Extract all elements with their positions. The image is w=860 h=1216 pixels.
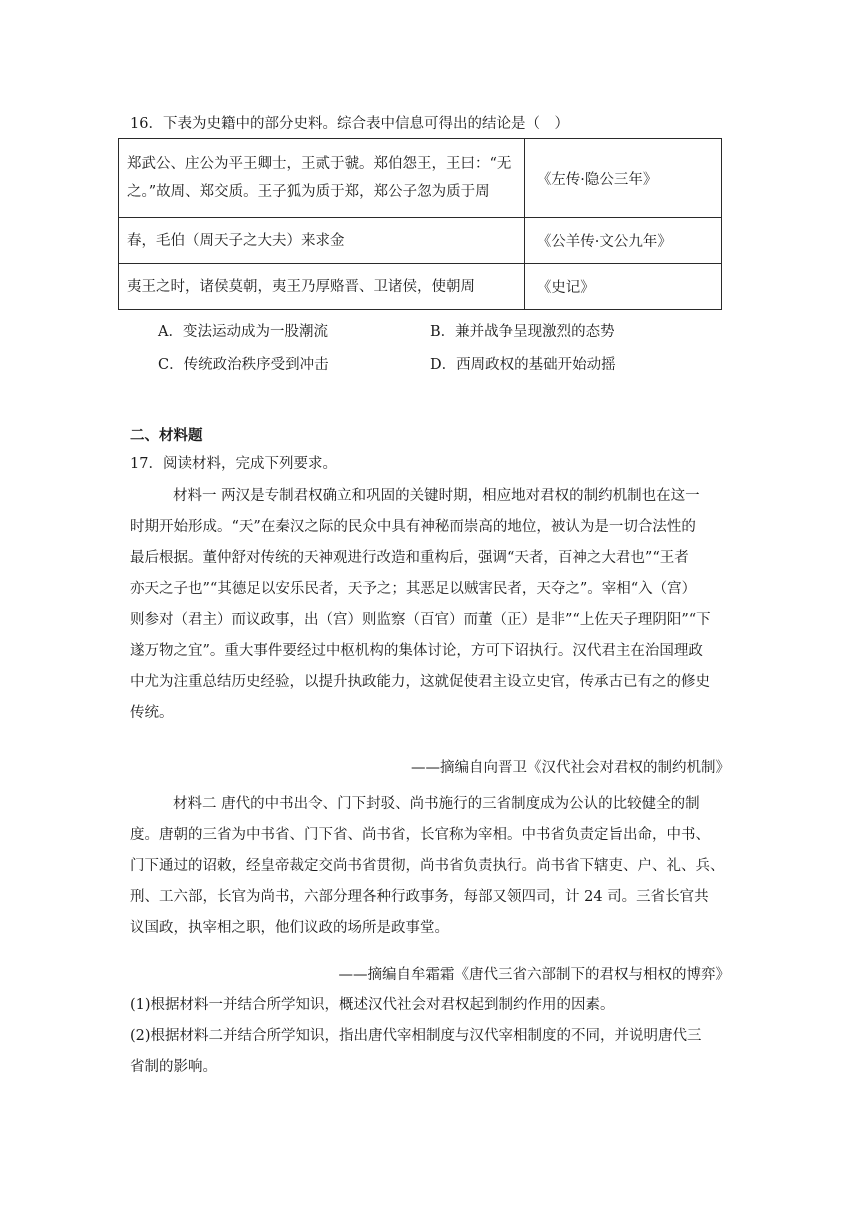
material-1-line: 材料一 两汉是专制君权确立和巩固的关键时期，相应地对君权的制约机制也在这一 — [173, 488, 700, 504]
option-c[interactable]: C．传统政治秩序受到冲击 — [158, 357, 329, 373]
table-row — [119, 218, 722, 264]
source-table — [118, 138, 722, 310]
material-1-line: 传统。 — [130, 705, 174, 721]
material-2-citation: ——摘编自牟霜霜《唐代三省六部制下的君权与相权的博弈》 — [338, 967, 730, 983]
question-17-stem: 17．阅读材料，完成下列要求。 — [130, 456, 337, 472]
sub-question-2-line: (2)根据材料二并结合所学知识，指出唐代宰相制度与汉代宰相制度的不同，并说明唐代三 — [130, 1028, 702, 1044]
sub-questions — [130, 990, 730, 1083]
material-2-line: 度。唐朝的三省为中书省、门下省、尚书省，长官称为宰相。中书省负责定旨出命，中书、 — [130, 827, 710, 843]
material-2-line: 刑、工六部，长官为尚书，六部分理各种行政事务，每部又领四司，计 24 司。三省长官共 — [130, 889, 709, 905]
material-2-line: 议国政，执宰相之职，他们议政的场所是政事堂。 — [130, 920, 449, 936]
material-1-line: 最后根据。董仲舒对传统的天神观进行改造和重构后，强调“天者，百神之大君也”“王者 — [130, 550, 689, 566]
material-1-citation: ——摘编自向晋卫《汉代社会对君权的制约机制》 — [411, 760, 730, 776]
table-cell-text — [119, 139, 525, 218]
sub-question-2-line: 省制的影响。 — [130, 1059, 217, 1075]
material-1-line: 中尤为注重总结历史经验，以提升执政能力，这就促使君主设立史官，传承古已有之的修史 — [130, 674, 710, 690]
material-1 — [130, 481, 730, 729]
material-2-line: 门下通过的诏敕，经皇帝裁定交尚书省贯彻，尚书省负责执行。尚书省下辖吏、户、礼、兵、 — [130, 858, 725, 874]
material-1-line: 亦天之子也”“其德足以安乐民者，天予之；其恶足以贼害民者，天夺之”。宰相“入（宫） — [130, 581, 697, 597]
material-1-line: 遂万物之宜”。重大事件要经过中枢机构的集体讨论，方可下诏执行。汉代君主在治国理政 — [130, 643, 703, 659]
option-b[interactable]: B．兼并战争呈现激烈的态势 — [430, 324, 615, 340]
question-16-stem: 16．下表为史籍中的部分史料。综合表中信息可得出的结论是（ ） — [130, 116, 569, 132]
table-cell-source: 《左传·隐公三年》 — [524, 139, 721, 218]
table-row — [119, 139, 722, 218]
table-row — [119, 264, 722, 310]
cell-line: 郑武公、庄公为平王卿士，王贰于虢。郑伯怨王，王曰：“无 — [127, 156, 512, 172]
material-1-line: 则参对（君主）而议政事，出（宫）则监察（百官）而董（正）是非”“上佐天子理阴阳”“下 — [130, 612, 711, 628]
sub-question-1: (1)根据材料一并结合所学知识，概述汉代社会对君权起到制约作用的因素。 — [130, 997, 615, 1013]
cell-line: 之。”故周、郑交质。王子狐为质于郑，郑公子忽为质于周 — [127, 184, 490, 200]
table-cell-source: 《公羊传·文公九年》 — [524, 218, 721, 264]
option-a[interactable]: A．变法运动成为一股潮流 — [158, 324, 328, 340]
table-cell-source: 《史记》 — [524, 264, 721, 310]
material-2 — [130, 789, 730, 944]
table-cell-text: 春，毛伯（周天子之大夫）来求金 — [119, 218, 525, 264]
material-2-line: 材料二 唐代的中书出令、门下封驳、尚书施行的三省制度成为公认的比较健全的制 — [173, 796, 700, 812]
section-title: 二、材料题 — [130, 427, 203, 444]
option-d[interactable]: D．西周政权的基础开始动摇 — [430, 357, 616, 373]
material-1-line: 时期开始形成。“天”在秦汉之际的民众中具有神秘而崇高的地位，被认为是一切合法性的 — [130, 519, 696, 535]
table-cell-text: 夷王之时，诸侯莫朝，夷王乃厚赂晋、卫诸侯，使朝周 — [119, 264, 525, 310]
